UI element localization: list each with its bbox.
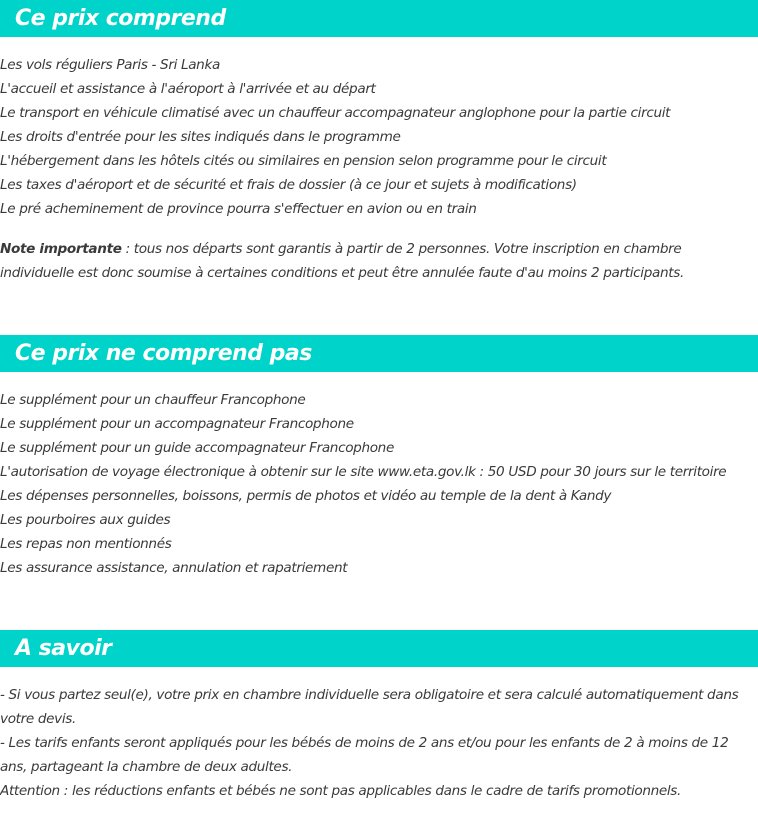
list-item: Le supplément pour un guide accompagnateur Francophone — [0, 440, 394, 456]
included-list — [0, 53, 670, 221]
section-header-excluded — [0, 335, 758, 372]
excluded-list — [0, 388, 726, 580]
section-header-good-to-know — [0, 630, 758, 667]
info-paragraph: Attention : les réductions enfants et bébés ne sont pas applicables dans le cadre de tarifs promotionnels. — [0, 783, 682, 799]
list-item: L'autorisation de voyage électronique à obtenir sur le site www.eta.gov.lk : 50 USD pour 30 jours sur le territoire — [0, 464, 727, 480]
list-item: Le transport en véhicule climatisé avec un chauffeur accompagnateur anglophone pour la partie circuit — [0, 105, 671, 121]
list-item: L'hébergement dans les hôtels cités ou similaires en pension selon programme pour le circuit — [0, 153, 607, 169]
info-paragraph: - Si vous partez seul(e), votre prix en chambre individuelle sera obligatoire et sera calculé automatiquement dans votre devis. — [0, 687, 739, 727]
section-included — [0, 0, 758, 281]
good-to-know-body — [0, 683, 758, 803]
section-title: Ce prix comprend — [15, 6, 226, 31]
important-note-label: Note importante — [0, 241, 122, 257]
section-good-to-know — [0, 630, 758, 799]
important-note-text: : tous nos départs sont garantis à partir de 2 personnes. Votre inscription en chambre individuelle est donc soumise à certaines conditions et peut être annulée faute d'au moins 2 participants. — [0, 241, 684, 281]
section-title: A savoir — [15, 636, 112, 661]
section-header-included — [0, 0, 758, 37]
list-item: Les taxes d'aéroport et de sécurité et frais de dossier (à ce jour et sujets à modifications) — [0, 177, 577, 193]
section-title: Ce prix ne comprend pas — [15, 341, 312, 366]
info-paragraph: - Les tarifs enfants seront appliqués pour les bébés de moins de 2 ans et/ou pour les enfants de 2 à moins de 12 ans, partageant la chambre de deux adultes. — [0, 735, 729, 775]
important-note — [0, 237, 758, 285]
list-item: Les repas non mentionnés — [0, 536, 172, 552]
list-item: Les droits d'entrée pour les sites indiqués dans le programme — [0, 129, 401, 145]
section-excluded — [0, 335, 758, 576]
list-item: Le supplément pour un accompagnateur Francophone — [0, 416, 354, 432]
list-item: Le pré acheminement de province pourra s'effectuer en avion ou en train — [0, 201, 477, 217]
list-item: Les assurance assistance, annulation et rapatriement — [0, 560, 348, 576]
list-item: L'accueil et assistance à l'aéroport à l'arrivée et au départ — [0, 81, 376, 97]
list-item: Le supplément pour un chauffeur Francophone — [0, 392, 306, 408]
list-item: Les pourboires aux guides — [0, 512, 171, 528]
list-item: Les vols réguliers Paris - Sri Lanka — [0, 57, 220, 73]
list-item: Les dépenses personnelles, boissons, permis de photos et vidéo au temple de la dent à Kandy — [0, 488, 612, 504]
